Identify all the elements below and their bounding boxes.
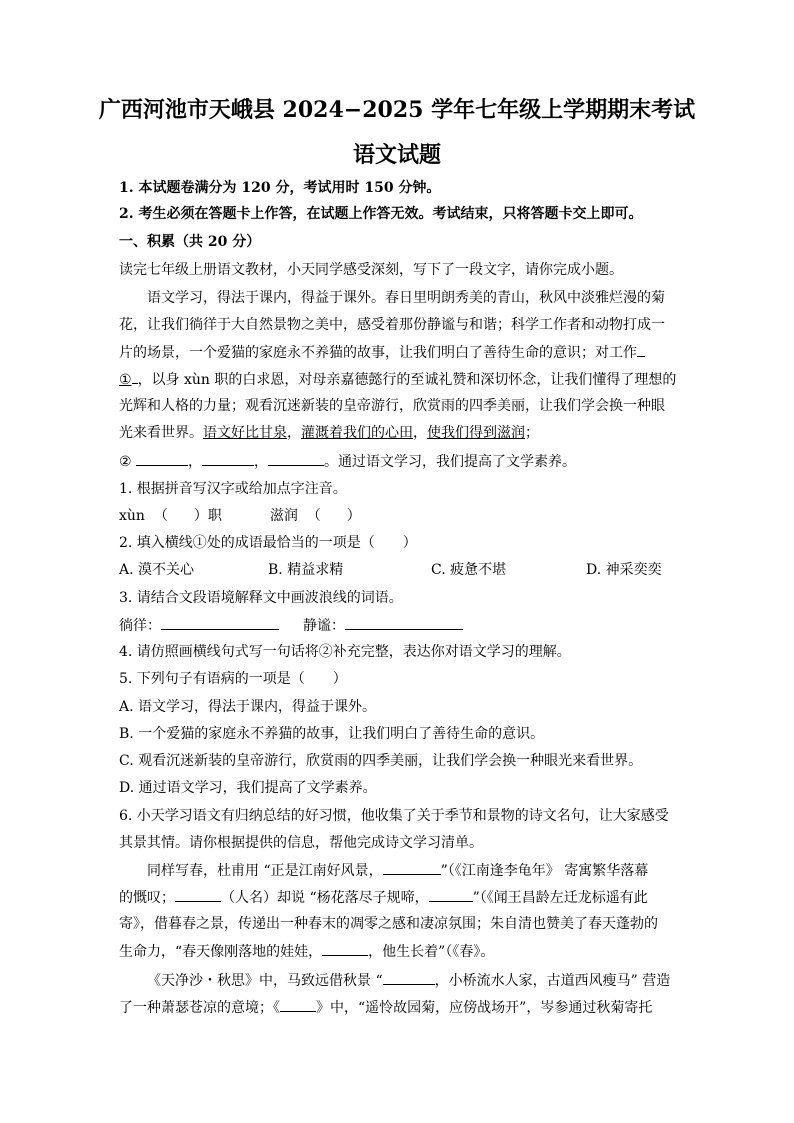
question-6-line-2: 其景其情。请你根据提供的信息，帮他完成诗文学习清单。 — [119, 835, 483, 851]
passage-text: 。通过语文学习，我们提高了文学素养。 — [324, 454, 577, 470]
q2-option-d[interactable]: D. 神采奕奕 — [586, 562, 662, 578]
passage-text: ， — [254, 454, 269, 470]
q6-text: 生命力，“春天像刚落地的娃娃， — [119, 944, 323, 960]
passage-text: ， — [287, 425, 301, 441]
q6-text: ，他生长着”（《春》。 — [368, 944, 495, 960]
exam-subtitle: 语文试题 — [352, 142, 441, 168]
q6-text: （人名）却说 “杨花落尽子规啼， — [221, 890, 429, 906]
q5-option-d[interactable]: D. 通过语文学习，我们提高了文学素养。 — [119, 780, 377, 796]
q2-option-c[interactable]: C. 疲惫不堪 — [431, 562, 507, 578]
blank-line — [637, 342, 645, 357]
q6-text: ”（《闻王昌龄左迁龙标遥有此 — [472, 890, 648, 906]
passage-text: ；对工作 — [581, 345, 637, 361]
passage-text: 光辉和人格的力量；观看沉迷新装的皇帝游行，欣赏雨的四季美丽，让我们学会换一种眼 — [119, 398, 665, 414]
passage-text: 与和谐；科学工作者和动物打成一 — [455, 317, 665, 333]
question-1-items — [119, 506, 361, 526]
answer-label: 徜徉： — [119, 618, 161, 634]
answer-blank[interactable] — [202, 451, 254, 466]
passage-text: 片的场景， — [119, 345, 189, 361]
question-5: 5. 下列句子有语病的一项是（ ） — [119, 671, 347, 687]
question-4: 4. 请仿照画横线句式写一句话将②补充完整，表达你对语文学习的理解。 — [119, 644, 571, 660]
answer-blank[interactable] — [383, 970, 435, 985]
underlined-phrase-2: 灌溉着我们的心田 — [301, 425, 413, 441]
underlined-phrase-3: 使我们得到滋润 — [427, 425, 525, 441]
pinyin-item: xùn — [119, 508, 145, 524]
q6-text: 的慨叹； — [119, 890, 175, 906]
answer-blank[interactable] — [175, 887, 221, 902]
q6-para2-line-2 — [119, 997, 652, 1018]
answer-blank[interactable] — [345, 615, 463, 630]
q5-option-b[interactable]: B. 一个爱猫的家庭永不养猫的故事，让我们明白了善待生命的意识。 — [119, 726, 545, 742]
q5-option-c[interactable]: C. 观看沉迷新装的皇帝游行，欣赏雨的四季美丽，让我们学会换一种眼光来看世界。 — [119, 753, 643, 769]
question-1: 1. 根据拼音写汉字或给加点字注音。 — [119, 481, 347, 497]
blank-marker-1: ① — [119, 372, 132, 388]
passage-text: 花，让我们徜徉于 — [119, 317, 231, 333]
passage-text: ，感受着那份 — [343, 317, 427, 333]
passage-line-2 — [119, 315, 665, 335]
section-heading: 一、积累（共 20 分） — [119, 234, 261, 250]
answer-blank[interactable] — [429, 887, 473, 902]
answer-blank[interactable] — [280, 997, 316, 1012]
word-item: 滋润 — [269, 508, 298, 524]
question-2: 2. 填入横线①处的成语最恰当的一项是（ ） — [119, 535, 417, 551]
q6-text: 》中，“遥怜故园菊，应傍战场开”，岑参通过秋菊寄托 — [316, 1000, 653, 1016]
q6-para1-line-1 — [147, 860, 648, 881]
underlined-phrase-1: 语文好比甘泉 — [203, 425, 287, 441]
passage-line-4 — [119, 369, 676, 390]
paren-open: （ — [306, 508, 321, 524]
q6-text: 同样写春，杜甫用 “正是江南好风景， — [147, 863, 383, 879]
passage-text: 静谧 — [427, 317, 455, 333]
q5-option-a[interactable]: A. 语文学习，得法于课内，得益于课外。 — [119, 699, 377, 715]
passage-text: 大自然景物之美中 — [231, 317, 343, 333]
q6-text: ，小桥流水人家，古道西风瘦马” 营造 — [434, 973, 671, 989]
passage-text: 语文学习，得法于课内，得益于课外。春日里明朗秀美的青山，秋风中淡雅烂漫的菊 — [147, 290, 665, 306]
passage-text: ； — [525, 425, 539, 441]
question-6-line-1: 6. 小天学习语文有归纳总结的好习惯，他收集了关于季节和景物的诗文名句，让大家感受 — [119, 808, 669, 824]
answer-label: 静谧： — [303, 618, 345, 634]
q2-option-b[interactable]: B. 精益求精 — [268, 562, 344, 578]
passage-line-1 — [147, 288, 665, 308]
q6-para2-line-1 — [147, 970, 670, 991]
paren-open: （ — [153, 508, 168, 524]
answer-blank[interactable] — [383, 860, 441, 875]
q6-text: ”（《江南逢李龟年》 寄寓繁华落幕 — [440, 863, 649, 879]
passage-line-7 — [119, 451, 576, 472]
q6-para1-line-3: 寄》，借暮春之景，传递出一种春末的凋零之感和凄凉氛围；朱自清也赞美了春天蓬勃的 — [119, 916, 658, 932]
paren-close: ） — [346, 508, 361, 524]
passage-text: ， — [188, 454, 203, 470]
blank-marker-2: ② — [119, 454, 132, 470]
question-3-answers — [119, 615, 463, 636]
passage-text: 光来看世界。 — [119, 425, 203, 441]
passage-text: 一个爱猫的家庭永不养猫的故事，让我们明白了善待生命的意识 — [189, 345, 581, 361]
question-3: 3. 请结合文段语境解释文中画波浪线的词语。 — [119, 590, 403, 606]
q6-text: 《天净沙・秋思》中，马致远借秋景 “ — [147, 973, 383, 989]
answer-blank[interactable] — [268, 451, 324, 466]
passage-text: ， — [413, 425, 427, 441]
q6-text: 了一种萧瑟苍凉的意境；《 — [119, 1000, 280, 1016]
passage-text: ，以身 xùn 职的白求恩，对母亲嘉德懿行的至诚礼赞和深切怀念，让我们懂得了理想的 — [137, 372, 677, 388]
passage-line-6 — [119, 423, 539, 443]
passage-line-3 — [119, 342, 645, 363]
q6-para1-line-4 — [119, 941, 494, 962]
q6-para1-line-2 — [119, 887, 648, 908]
answer-blank[interactable] — [136, 451, 188, 466]
note-1: 1. 本试题卷满分为 120 分，考试用时 150 分钟。 — [119, 180, 441, 196]
section-intro: 读完七年级上册语文教材，小天同学感受深刻，写下了一段文字，请你完成小题。 — [119, 262, 623, 278]
passage-line-5 — [119, 396, 665, 416]
q2-option-a[interactable]: A. 漠不关心 — [119, 562, 195, 578]
note-2: 2. 考生必须在答题卡上作答，在试题上作答无效。考试结束，只将答题卡交上即可。 — [119, 206, 643, 222]
answer-blank[interactable] — [161, 615, 279, 630]
answer-blank[interactable] — [322, 941, 368, 956]
paren-close: ）职 — [193, 508, 222, 524]
exam-title: 广西河池市天峨县 2024−2025 学年七年级上学期期末考试 — [98, 97, 696, 123]
